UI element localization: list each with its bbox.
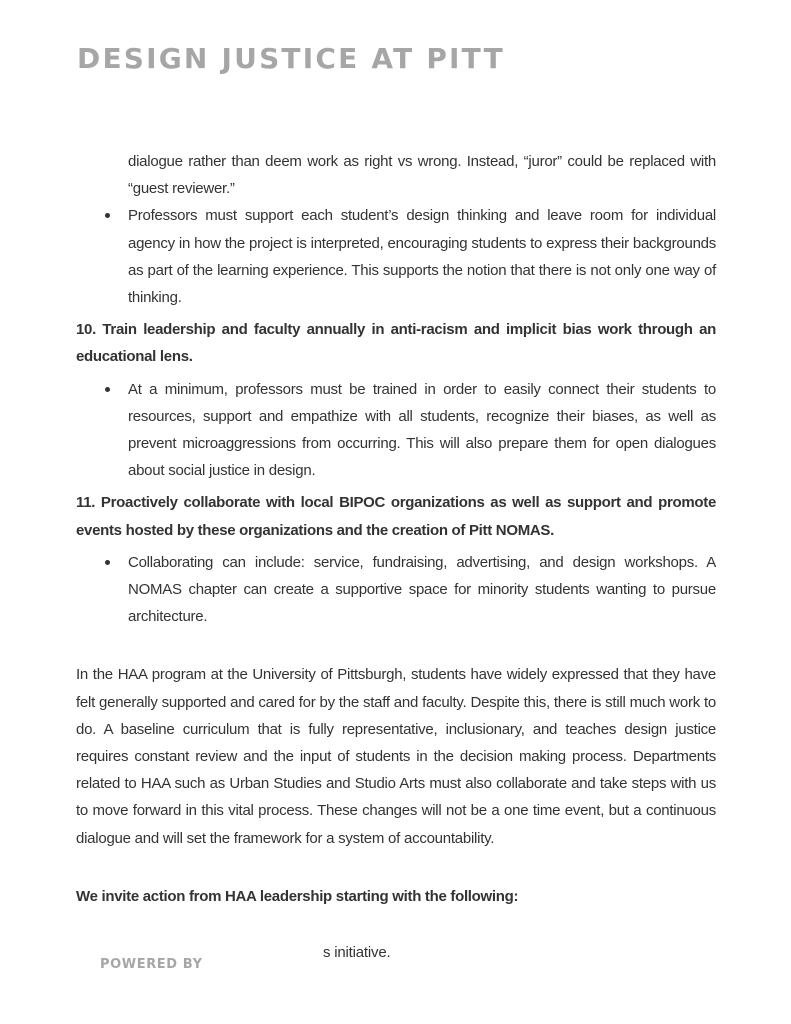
bullet-text: dialogue rather than deem work as right vs wrong. Instead, “juror” could be replaced with “guest reviewer.” (128, 153, 716, 198)
bullet-icon (105, 213, 110, 218)
section-heading-10: 10. Train leadership and faculty annually in anti-racism and implicit bias work through an educational lens. (76, 321, 716, 366)
bullet-icon (105, 387, 110, 392)
bullet-item (76, 376, 716, 485)
continued-bullet-item (76, 148, 716, 202)
bullet-item (76, 549, 716, 631)
section-heading-11: 11. Proactively collaborate with local BIPOC organizations as well as support and promote events hosted by these organizations and the creation of Pitt NOMAS. (76, 494, 716, 539)
page-title: DESIGN JUSTICE AT PITT (77, 42, 505, 75)
partial-text-line: s initiative. (323, 944, 391, 961)
bullet-text: Collaborating can include: service, fundraising, advertising, and design workshops. A NOMAS chapter can create a supportive space for minority students wanting to pursue architecture. (128, 553, 716, 626)
powered-by-label: POWERED BY (100, 957, 203, 972)
bullet-text: At a minimum, professors must be trained in order to easily connect their students to resources, support and empathize with all students, recognize their biases, as well as prevent microaggressions from occurring. This will also prepare them for open dialogues about social justice in design. (128, 380, 716, 480)
bullet-icon (105, 560, 110, 565)
document-body (76, 148, 716, 910)
invite-heading: We invite action from HAA leadership starting with the following: (76, 887, 519, 905)
paragraph-spacer (76, 630, 716, 661)
bullet-text: Professors must support each student’s design thinking and leave room for individual agency in how the project is interpreted, encouraging students to express their backgrounds as part of the learning experience. This supports the notion that there is not only one way of thinking. (128, 207, 716, 307)
bullet-item (76, 202, 716, 311)
closing-paragraph: In the HAA program at the University of Pittsburgh, students have widely expressed that they have felt generally supported and cared for by the staff and faculty. Despite this, there is still much work to do. A baseline curriculum that is fully representative, inclusionary, and teaches design justice requires constant review and the input of students in the decision making process. Departments related to HAA such as Urban Studies and Studio Arts must also collaborate and take steps with us to move forward in this vital process. These changes will not be a one time event, but a continuous dialogue and will set the framework for a system of accountability. (76, 666, 716, 847)
paragraph-spacer (76, 852, 716, 883)
